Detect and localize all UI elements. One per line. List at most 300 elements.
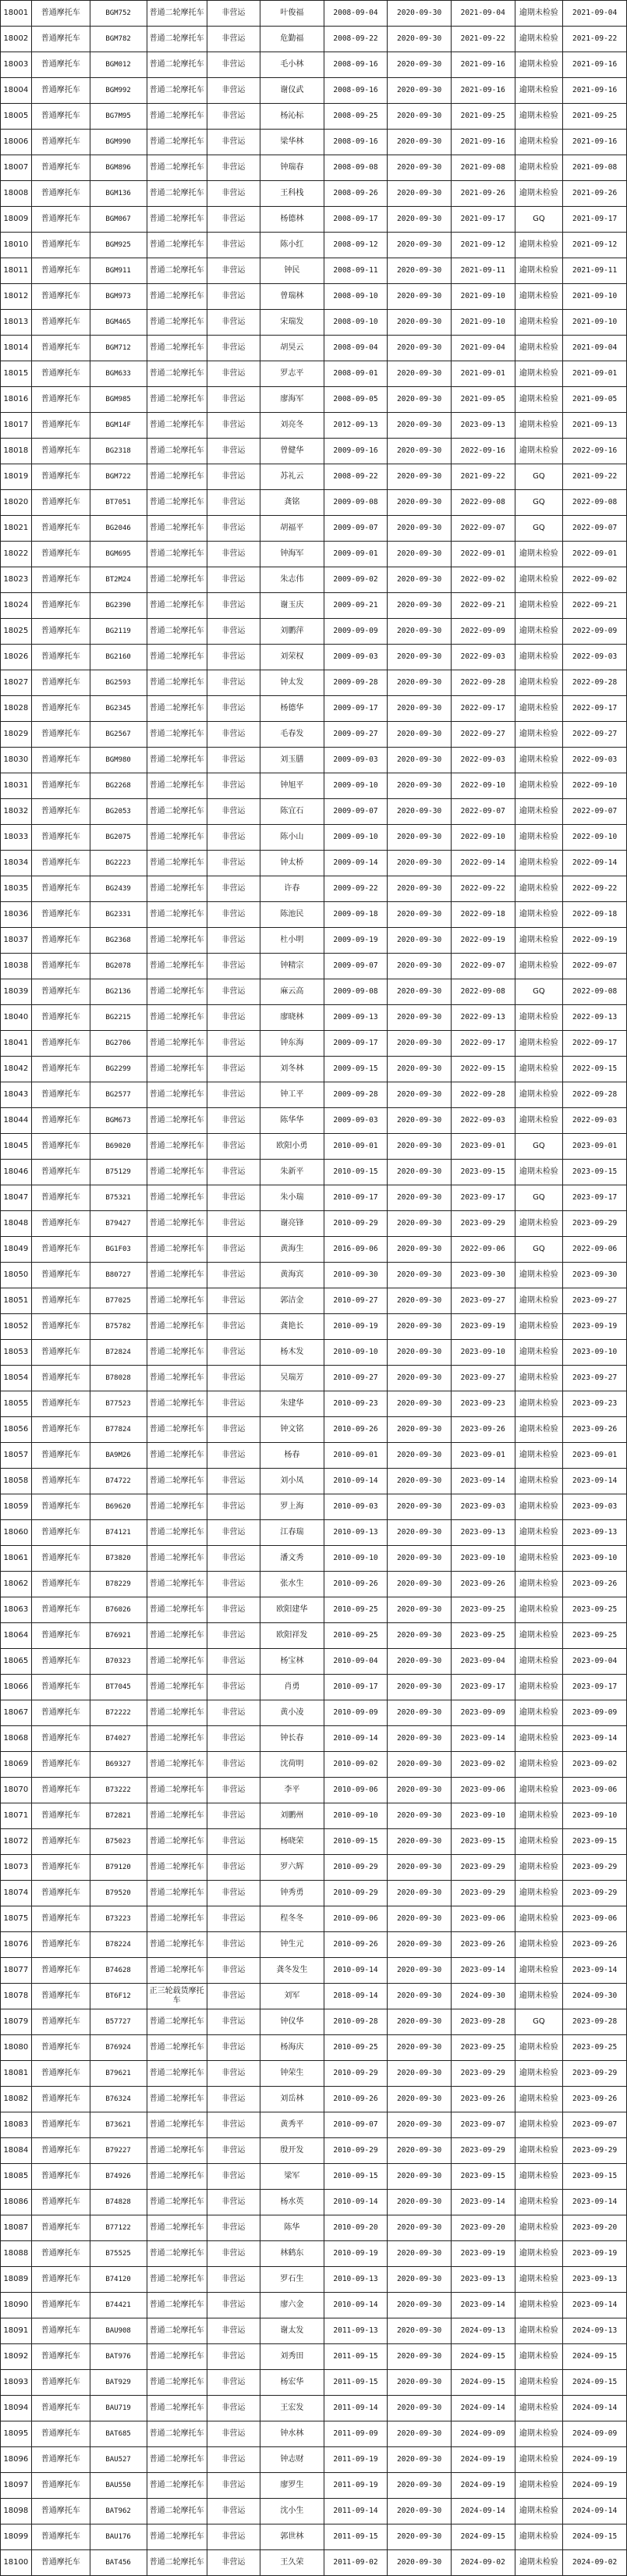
plate-number-cell: B77025 [90,1288,147,1314]
usage-type-cell: 非营运 [207,310,260,336]
row-number-cell: 18032 [1,799,32,825]
inspection-date-cell: 2020-09-30 [388,748,452,773]
status-cell: 逾期未检验 [515,310,563,336]
status-cell: 逾期未检验 [515,1726,563,1752]
row-number-cell: 18093 [1,2370,32,2396]
valid-until-cell: 2023-09-29 [451,2138,515,2164]
vehicle-class-cell: 普通摩托车 [31,336,90,361]
inspection-date-cell: 2020-09-30 [388,902,452,928]
vehicle-class-cell: 普通摩托车 [31,2421,90,2447]
usage-type-cell: 非营运 [207,542,260,567]
registration-date-cell: 2009-09-21 [324,593,388,619]
status-cell: 逾期未检验 [515,2267,563,2293]
table-row [1,1417,627,1443]
usage-type-cell: 非营运 [207,1340,260,1366]
status-cell: 逾期未检验 [515,1778,563,1803]
status-cell: 逾期未检验 [515,2087,563,2112]
vehicle-class-cell: 普通摩托车 [31,1031,90,1057]
plate-number-cell: B78224 [90,1932,147,1958]
deadline-cell: 2023-09-29 [563,1211,627,1237]
status-cell: 逾期未检验 [515,1366,563,1391]
valid-until-cell: 2021-09-04 [451,336,515,361]
table-row [1,27,627,52]
table-row [1,1726,627,1752]
status-cell: 逾期未检验 [515,1675,563,1700]
valid-until-cell: 2021-09-16 [451,78,515,104]
table-row [1,1546,627,1572]
deadline-cell: 2021-09-16 [563,52,627,78]
table-row [1,1803,627,1829]
row-number-cell: 18059 [1,1494,32,1520]
vehicle-type-cell: 普通二轮摩托车 [147,2344,207,2370]
owner-name-cell: 陈池民 [260,902,324,928]
valid-until-cell: 2022-09-01 [451,542,515,567]
status-cell: 逾期未检验 [515,1160,563,1185]
vehicle-class-cell: 普通摩托车 [31,1288,90,1314]
owner-name-cell: 王久荣 [260,2550,324,2576]
owner-name-cell: 钟长春 [260,1726,324,1752]
inspection-date-cell: 2020-09-30 [388,928,452,954]
plate-number-cell: BG2706 [90,1031,147,1057]
inspection-date-cell: 2020-09-30 [388,2087,452,2112]
registration-date-cell: 2011-09-15 [324,2524,388,2550]
deadline-cell: 2023-09-14 [563,2190,627,2215]
vehicle-type-cell: 普通二轮摩托车 [147,825,207,851]
vehicle-class-cell: 普通摩托车 [31,284,90,310]
owner-name-cell: 杨春 [260,1443,324,1469]
registration-date-cell: 2011-09-15 [324,2344,388,2370]
row-number-cell: 18085 [1,2164,32,2190]
usage-type-cell: 非营运 [207,2112,260,2138]
registration-date-cell: 2010-09-29 [324,1211,388,1237]
row-number-cell: 18020 [1,490,32,516]
status-cell: 逾期未检验 [515,799,563,825]
status-cell: 逾期未检验 [515,1700,563,1726]
registration-date-cell: 2010-09-04 [324,1649,388,1675]
plate-number-cell: B79520 [90,1881,147,1906]
row-number-cell: 18049 [1,1237,32,1263]
deadline-cell: 2023-09-10 [563,1803,627,1829]
table-row [1,1469,627,1494]
table-row [1,2293,627,2318]
table-row [1,233,627,258]
inspection-date-cell: 2020-09-30 [388,1958,452,1984]
plate-number-cell: BGM633 [90,361,147,387]
vehicle-class-cell: 普通摩托车 [31,361,90,387]
deadline-cell: 2023-09-10 [563,1546,627,1572]
inspection-date-cell: 2020-09-30 [388,696,452,722]
valid-until-cell: 2022-09-19 [451,928,515,954]
vehicle-type-cell: 普通二轮摩托车 [147,1340,207,1366]
valid-until-cell: 2021-09-10 [451,284,515,310]
owner-name-cell: 刘军 [260,1984,324,2009]
vehicle-class-cell: 普通摩托车 [31,387,90,413]
valid-until-cell: 2022-09-28 [451,1082,515,1108]
registration-date-cell: 2009-09-28 [324,1082,388,1108]
plate-number-cell: BGM752 [90,1,147,27]
vehicle-class-cell: 普通摩托车 [31,1108,90,1134]
owner-name-cell: 王宏发 [260,2396,324,2421]
row-number-cell: 18018 [1,439,32,464]
valid-until-cell: 2023-09-25 [451,2035,515,2061]
usage-type-cell: 非营运 [207,1366,260,1391]
registration-date-cell: 2010-09-30 [324,1263,388,1288]
registration-date-cell: 2018-09-14 [324,1984,388,2009]
valid-until-cell: 2022-09-16 [451,439,515,464]
owner-name-cell: 郭洁金 [260,1288,324,1314]
vehicle-class-cell: 普通摩托车 [31,2087,90,2112]
deadline-cell: 2023-09-13 [563,2267,627,2293]
vehicle-type-cell: 普通二轮摩托车 [147,1649,207,1675]
table-row [1,361,627,387]
registration-date-cell: 2010-09-23 [324,1391,388,1417]
inspection-date-cell: 2020-09-30 [388,2164,452,2190]
row-number-cell: 18009 [1,207,32,233]
vehicle-class-cell: 普通摩托车 [31,1906,90,1932]
valid-until-cell: 2023-09-26 [451,1572,515,1597]
registration-date-cell: 2009-09-07 [324,954,388,979]
row-number-cell: 18089 [1,2267,32,2293]
vehicle-type-cell: 普通二轮摩托车 [147,722,207,748]
row-number-cell: 18010 [1,233,32,258]
deadline-cell: 2021-09-16 [563,130,627,155]
table-row [1,1906,627,1932]
table-row [1,2550,627,2576]
vehicle-type-cell: 普通二轮摩托车 [147,1700,207,1726]
deadline-cell: 2024-09-02 [563,2550,627,2576]
row-number-cell: 18013 [1,310,32,336]
inspection-date-cell: 2020-09-30 [388,1881,452,1906]
registration-date-cell: 2010-09-25 [324,1597,388,1623]
vehicle-type-cell: 普通二轮摩托车 [147,1366,207,1391]
row-number-cell: 18021 [1,516,32,542]
usage-type-cell: 非营运 [207,1494,260,1520]
inspection-date-cell: 2020-09-30 [388,1108,452,1134]
usage-type-cell: 非营运 [207,52,260,78]
vehicle-class-cell: 普通摩托车 [31,1082,90,1108]
inspection-date-cell: 2020-09-30 [388,2550,452,2576]
table-row [1,1082,627,1108]
plate-number-cell: BAU550 [90,2473,147,2499]
plate-number-cell: BGM695 [90,542,147,567]
vehicle-type-cell: 普通二轮摩托车 [147,439,207,464]
deadline-cell: 2023-09-06 [563,1906,627,1932]
row-number-cell: 18005 [1,104,32,130]
status-cell: 逾期未检验 [515,2293,563,2318]
usage-type-cell: 非营运 [207,104,260,130]
status-cell: 逾期未检验 [515,2396,563,2421]
valid-until-cell: 2023-09-14 [451,1469,515,1494]
usage-type-cell: 非营运 [207,1263,260,1288]
registration-date-cell: 2009-09-03 [324,1108,388,1134]
row-number-cell: 18033 [1,825,32,851]
owner-name-cell: 钟海军 [260,542,324,567]
usage-type-cell: 非营运 [207,851,260,876]
registration-date-cell: 2011-09-14 [324,2499,388,2524]
deadline-cell: 2023-09-26 [563,1417,627,1443]
status-cell: 逾期未检验 [515,1958,563,1984]
usage-type-cell: 非营运 [207,799,260,825]
deadline-cell: 2023-09-06 [563,1778,627,1803]
table-row [1,2318,627,2344]
status-cell: 逾期未检验 [515,1752,563,1778]
vehicle-class-cell: 普通摩托车 [31,516,90,542]
vehicle-type-cell: 普通二轮摩托车 [147,130,207,155]
usage-type-cell: 非营运 [207,1237,260,1263]
deadline-cell: 2021-09-17 [563,207,627,233]
plate-number-cell: BG2053 [90,799,147,825]
registration-date-cell: 2008-09-22 [324,27,388,52]
row-number-cell: 18088 [1,2241,32,2267]
valid-until-cell: 2022-09-08 [451,979,515,1005]
usage-type-cell: 非营运 [207,645,260,670]
inspection-date-cell: 2020-09-30 [388,310,452,336]
row-number-cell: 18077 [1,1958,32,1984]
plate-number-cell: BG2331 [90,902,147,928]
owner-name-cell: 钟荣生 [260,2061,324,2087]
vehicle-class-cell: 普通摩托车 [31,1829,90,1855]
registration-date-cell: 2010-09-19 [324,1314,388,1340]
valid-until-cell: 2023-09-26 [451,2087,515,2112]
row-number-cell: 18040 [1,1005,32,1031]
owner-name-cell: 杨晓荣 [260,1829,324,1855]
deadline-cell: 2022-09-18 [563,902,627,928]
valid-until-cell: 2023-09-10 [451,1803,515,1829]
deadline-cell: 2022-09-28 [563,1082,627,1108]
valid-until-cell: 2022-09-03 [451,1108,515,1134]
row-number-cell: 18051 [1,1288,32,1314]
table-row [1,567,627,593]
row-number-cell: 18072 [1,1829,32,1855]
owner-name-cell: 毛春发 [260,722,324,748]
vehicle-type-cell: 普通二轮摩托车 [147,1623,207,1649]
vehicle-type-cell: 普通二轮摩托车 [147,696,207,722]
usage-type-cell: 非营运 [207,979,260,1005]
owner-name-cell: 黄秀平 [260,2112,324,2138]
deadline-cell: 2021-09-22 [563,27,627,52]
plate-number-cell: B74120 [90,2267,147,2293]
vehicle-class-cell: 普通摩托车 [31,27,90,52]
registration-date-cell: 2009-09-19 [324,928,388,954]
table-row [1,1700,627,1726]
usage-type-cell: 非营运 [207,1984,260,2009]
usage-type-cell: 非营运 [207,2447,260,2473]
deadline-cell: 2022-09-07 [563,516,627,542]
plate-number-cell: BGM973 [90,284,147,310]
inspection-date-cell: 2020-09-30 [388,2267,452,2293]
status-cell: 逾期未检验 [515,1443,563,1469]
inspection-date-cell: 2020-09-30 [388,1314,452,1340]
valid-until-cell: 2021-09-12 [451,233,515,258]
registration-date-cell: 2009-09-27 [324,722,388,748]
owner-name-cell: 沈荷明 [260,1752,324,1778]
status-cell: 逾期未检验 [515,1288,563,1314]
owner-name-cell: 廖罗生 [260,2473,324,2499]
deadline-cell: 2023-09-10 [563,1340,627,1366]
valid-until-cell: 2022-09-28 [451,670,515,696]
inspection-date-cell: 2020-09-30 [388,2524,452,2550]
vehicle-type-cell: 普通二轮摩托车 [147,851,207,876]
deadline-cell: 2024-09-14 [563,2499,627,2524]
valid-until-cell: 2024-09-14 [451,2499,515,2524]
status-cell: 逾期未检验 [515,1984,563,2009]
vehicle-type-cell: 普通二轮摩托车 [147,1726,207,1752]
plate-number-cell: B73621 [90,2112,147,2138]
vehicle-class-cell: 普通摩托车 [31,2035,90,2061]
plate-number-cell: BG7M95 [90,104,147,130]
vehicle-type-cell: 普通二轮摩托车 [147,310,207,336]
plate-number-cell: BT2M24 [90,567,147,593]
vehicle-type-cell: 普通二轮摩托车 [147,1546,207,1572]
vehicle-type-cell: 普通二轮摩托车 [147,2215,207,2241]
status-cell: 逾期未检验 [515,1108,563,1134]
table-row [1,2473,627,2499]
owner-name-cell: 梁军 [260,2164,324,2190]
deadline-cell: 2022-09-03 [563,1108,627,1134]
registration-date-cell: 2008-09-16 [324,78,388,104]
owner-name-cell: 杨海庆 [260,2035,324,2061]
plate-number-cell: B75321 [90,1185,147,1211]
row-number-cell: 18087 [1,2215,32,2241]
vehicle-type-cell: 普通二轮摩托车 [147,1263,207,1288]
valid-until-cell: 2022-09-17 [451,1031,515,1057]
plate-number-cell: BT6F12 [90,1984,147,2009]
table-row [1,181,627,207]
vehicle-class-cell: 普通摩托车 [31,670,90,696]
row-number-cell: 18043 [1,1082,32,1108]
inspection-date-cell: 2020-09-30 [388,413,452,439]
vehicle-type-cell: 普通二轮摩托车 [147,233,207,258]
registration-date-cell: 2009-09-07 [324,516,388,542]
registration-date-cell: 2009-09-10 [324,825,388,851]
valid-until-cell: 2023-09-14 [451,2190,515,2215]
vehicle-type-cell: 普通二轮摩托车 [147,2550,207,2576]
plate-number-cell: B72824 [90,1340,147,1366]
table-row [1,284,627,310]
deadline-cell: 2023-09-19 [563,1314,627,1340]
vehicle-class-cell: 普通摩托车 [31,1572,90,1597]
deadline-cell: 2023-09-13 [563,1520,627,1546]
row-number-cell: 18070 [1,1778,32,1803]
deadline-cell: 2022-09-01 [563,542,627,567]
deadline-cell: 2024-09-14 [563,2396,627,2421]
plate-number-cell: B76921 [90,1623,147,1649]
valid-until-cell: 2023-09-29 [451,1855,515,1881]
deadline-cell: 2022-09-21 [563,593,627,619]
valid-until-cell: 2023-09-10 [451,1546,515,1572]
valid-until-cell: 2021-09-04 [451,1,515,27]
status-cell: 逾期未检验 [515,181,563,207]
registration-date-cell: 2011-09-02 [324,2550,388,2576]
vehicle-class-cell: 普通摩托车 [31,1494,90,1520]
vehicle-class-cell: 普通摩托车 [31,2190,90,2215]
vehicle-class-cell: 普通摩托车 [31,696,90,722]
row-number-cell: 18041 [1,1031,32,1057]
plate-number-cell: B79227 [90,2138,147,2164]
vehicle-class-cell: 普通摩托车 [31,1211,90,1237]
status-cell: 逾期未检验 [515,1005,563,1031]
owner-name-cell: 龚铭 [260,490,324,516]
registration-date-cell: 2009-09-07 [324,799,388,825]
table-row [1,645,627,670]
status-cell: 逾期未检验 [515,1314,563,1340]
valid-until-cell: 2024-09-14 [451,2396,515,2421]
usage-type-cell: 非营运 [207,1778,260,1803]
usage-type-cell: 非营运 [207,2396,260,2421]
row-number-cell: 18024 [1,593,32,619]
valid-until-cell: 2022-09-07 [451,954,515,979]
registration-date-cell: 2010-09-27 [324,1366,388,1391]
inspection-date-cell: 2020-09-30 [388,516,452,542]
vehicle-class-cell: 普通摩托车 [31,954,90,979]
vehicle-type-cell: 普通二轮摩托车 [147,1031,207,1057]
deadline-cell: 2023-09-25 [563,1623,627,1649]
inspection-date-cell: 2020-09-30 [388,1366,452,1391]
vehicle-type-cell: 普通二轮摩托车 [147,2473,207,2499]
owner-name-cell: 张水生 [260,1572,324,1597]
registration-date-cell: 2009-09-17 [324,1031,388,1057]
usage-type-cell: 非营运 [207,2190,260,2215]
vehicle-class-cell: 普通摩托车 [31,2318,90,2344]
table-row [1,2138,627,2164]
deadline-cell: 2021-09-26 [563,181,627,207]
table-row [1,1984,627,2009]
inspection-date-cell: 2020-09-30 [388,722,452,748]
table-row [1,1829,627,1855]
vehicle-type-cell: 普通二轮摩托车 [147,207,207,233]
row-number-cell: 18045 [1,1134,32,1160]
status-cell: 逾期未检验 [515,1649,563,1675]
table-row [1,1237,627,1263]
registration-date-cell: 2010-09-15 [324,2164,388,2190]
registration-date-cell: 2010-09-26 [324,1572,388,1597]
status-cell: 逾期未检验 [515,336,563,361]
row-number-cell: 18076 [1,1932,32,1958]
inspection-date-cell: 2020-09-30 [388,2293,452,2318]
inspection-date-cell: 2020-09-30 [388,593,452,619]
owner-name-cell: 罗石生 [260,2267,324,2293]
registration-date-cell: 2010-09-29 [324,2061,388,2087]
owner-name-cell: 曾瑞林 [260,284,324,310]
row-number-cell: 18023 [1,567,32,593]
valid-until-cell: 2023-09-13 [451,2267,515,2293]
owner-name-cell: 许春 [260,876,324,902]
valid-until-cell: 2022-09-27 [451,722,515,748]
inspection-date-cell: 2020-09-30 [388,233,452,258]
owner-name-cell: 殷开发 [260,2138,324,2164]
deadline-cell: 2023-09-14 [563,2293,627,2318]
usage-type-cell: 非营运 [207,902,260,928]
status-cell: 逾期未检验 [515,1494,563,1520]
usage-type-cell: 非营运 [207,748,260,773]
inspection-date-cell: 2020-09-30 [388,773,452,799]
status-cell: 逾期未检验 [515,1803,563,1829]
vehicle-type-cell: 普通二轮摩托车 [147,1855,207,1881]
table-row [1,1443,627,1469]
status-cell: GQ [515,1185,563,1211]
usage-type-cell: 非营运 [207,2499,260,2524]
usage-type-cell: 非营运 [207,1,260,27]
deadline-cell: 2021-09-10 [563,284,627,310]
owner-name-cell: 谢亮锋 [260,1211,324,1237]
valid-until-cell: 2024-09-09 [451,2421,515,2447]
owner-name-cell: 黄海宾 [260,1263,324,1288]
usage-type-cell: 非营运 [207,1391,260,1417]
status-cell: 逾期未检验 [515,387,563,413]
plate-number-cell: BGM990 [90,130,147,155]
deadline-cell: 2024-09-15 [563,2344,627,2370]
deadline-cell: 2024-09-19 [563,2473,627,2499]
